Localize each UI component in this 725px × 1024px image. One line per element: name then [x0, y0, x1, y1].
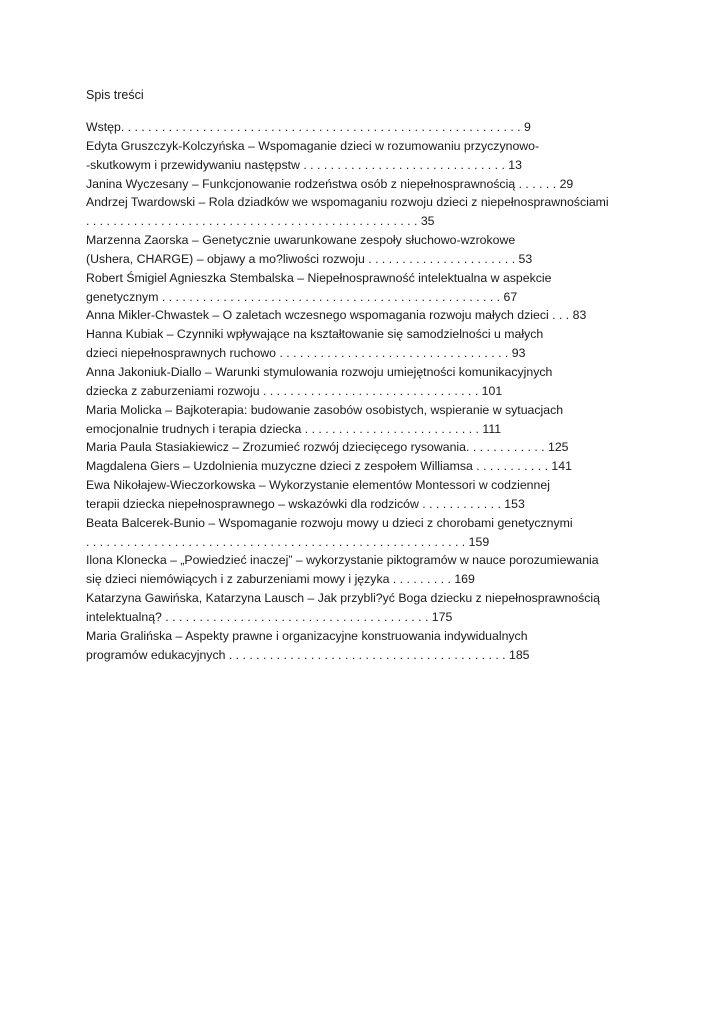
toc-line: Magdalena Giers – Uzdolnienia muzyczne dzieci z zespołem Williamsa . . . . . . . . . . . 141 [86, 459, 572, 474]
toc-line: Wstęp. . . . . . . . . . . . . . . . . . . . . . . . . . . . . . . . . . . . . . . . . . . . . . . . . . . . . . . . . . . 9 [86, 120, 531, 134]
toc-line: Beata Balcerek-Bunio – Wspomaganie rozwoju mowy u dzieci z chorobami genetycznymi [86, 515, 573, 530]
document-page [86, 86, 666, 664]
toc-line: terapii dziecka niepełnosprawnego – wskazówki dla rodziców . . . . . . . . . . . . 153 [86, 496, 525, 511]
toc-line: Janina Wyczesany – Funkcjonowanie rodzeństwa osób z niepełnosprawnością . . . . . . 29 [86, 176, 574, 191]
toc-line: -skutkowym i przewidywaniu następstw . . . . . . . . . . . . . . . . . . . . . . . . . . . . . . 13 [86, 157, 522, 172]
toc-line: . . . . . . . . . . . . . . . . . . . . . . . . . . . . . . . . . . . . . . . . . . . . . . . . . . . . . . . . 159 [86, 534, 490, 549]
toc-line: programów edukacyjnych . . . . . . . . . . . . . . . . . . . . . . . . . . . . . . . . . . . . . . . . . 185 [86, 647, 530, 662]
toc-line: dziecka z zaburzeniami rozwoju . . . . . . . . . . . . . . . . . . . . . . . . . . . . . . . . 101 [86, 383, 503, 398]
toc-line: intelektualną? . . . . . . . . . . . . . . . . . . . . . . . . . . . . . . . . . . . . . . . 175 [86, 609, 453, 624]
toc-line: genetycznym . . . . . . . . . . . . . . . . . . . . . . . . . . . . . . . . . . . . . . . . . . . . . . . . . . 67 [86, 289, 518, 304]
toc-line: (Ushera, CHARGE) – objawy a mo?liwości rozwoju . . . . . . . . . . . . . . . . . . . . . . 53 [86, 251, 533, 266]
toc-line: Maria Paula Stasiakiewicz – Zrozumieć rozwój dziecięcego rysowania. . . . . . . . . . . . 125 [86, 440, 569, 455]
toc-line: emocjonalnie trudnych i terapia dziecka . . . . . . . . . . . . . . . . . . . . . . . . . . 111 [86, 421, 502, 436]
toc-list [86, 118, 666, 664]
toc-line: Ilona Klonecka – „Powiedzieć inaczej” – wykorzystanie piktogramów w nauce porozumiewania [86, 553, 599, 568]
toc-line: Ewa Nikołajew-Wieczorkowska – Wykorzystanie elementów Montessori w codziennej [86, 478, 550, 493]
toc-line: Edyta Gruszczyk-Kolczyńska – Wspomaganie dzieci w rozumowaniu przyczynowo- [86, 138, 540, 153]
toc-line: się dzieci niemówiących i z zaburzeniami mowy i języka . . . . . . . . . 169 [86, 572, 475, 587]
toc-title: Spis treści [86, 88, 144, 102]
toc-line: Andrzej Twardowski – Rola dziadków we wspomaganiu rozwoju dzieci z niepełnosprawnościami [86, 195, 609, 210]
toc-line: Anna Mikler-Chwastek – O zaletach wczesnego wspomagania rozwoju małych dzieci . . . 83 [86, 308, 587, 323]
toc-line: Maria Molicka – Bajkoterapia: budowanie zasobów osobistych, wspieranie w sytuacjach [86, 402, 564, 417]
toc-line: Maria Gralińska – Aspekty prawne i organizacyjne konstruowania indywidualnych [86, 628, 528, 643]
toc-line: dzieci niepełnosprawnych ruchowo . . . . . . . . . . . . . . . . . . . . . . . . . . . . . . . . . . 93 [86, 346, 526, 361]
toc-line: Hanna Kubiak – Czynniki wpływające na kształtowanie się samodzielności u małych [86, 327, 544, 342]
toc-line: Anna Jakoniuk-Diallo – Warunki stymulowania rozwoju umiejętności komunikacyjnych [86, 364, 553, 379]
toc-line: Robert Śmigiel Agnieszka Stembalska – Niepełnosprawność intelektualna w aspekcie [86, 270, 552, 285]
toc-line: Marzenna Zaorska – Genetycznie uwarunkowane zespoły słuchowo-wzrokowe [86, 233, 516, 248]
toc-line: . . . . . . . . . . . . . . . . . . . . . . . . . . . . . . . . . . . . . . . . . . . . . . . . . 35 [86, 214, 435, 229]
toc-line: Katarzyna Gawińska, Katarzyna Lausch – Jak przybli?yć Boga dziecku z niepełnosprawnością [86, 591, 601, 606]
